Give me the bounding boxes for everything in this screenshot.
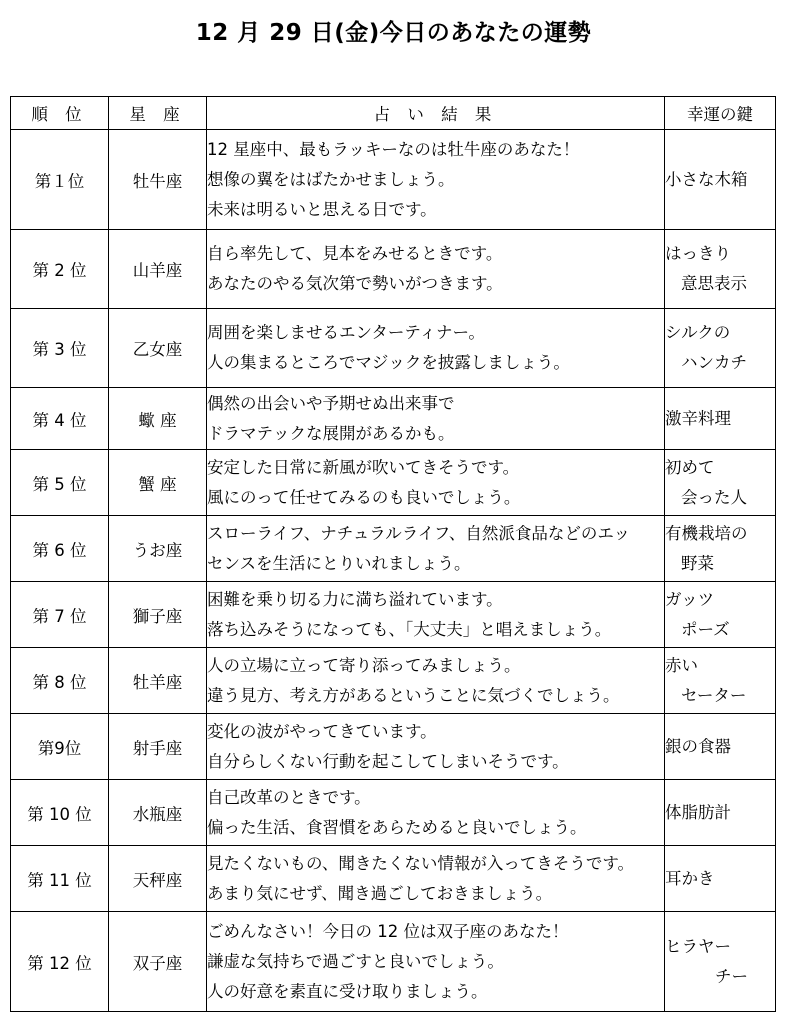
lucky-key-cell: [665, 388, 776, 450]
lucky-key-cell: [665, 130, 776, 230]
lucky-key-line: 赤い: [665, 655, 698, 675]
fortune-body: [11, 130, 776, 1012]
table-row: [11, 912, 776, 1012]
fortune-result-line: 落ち込みそうになっても、「大丈夫」と唱えましょう。: [207, 619, 612, 639]
lucky-key-line: 初めて: [665, 457, 715, 477]
table-row: [11, 648, 776, 714]
zodiac-sign-cell: 牡羊座: [109, 648, 207, 714]
fortune-result-line: 見たくないもの、聞きたくない情報が入ってきそうです。: [207, 853, 635, 873]
lucky-key-line: はっきり: [665, 244, 731, 263]
header-row: [11, 97, 776, 130]
table-row: [11, 388, 776, 450]
fortune-result-line: 困難を乗り切る力に満ち溢れています。: [207, 589, 503, 609]
fortune-result-line: 偏った生活、食習慣をあらためると良いでしょう。: [207, 817, 587, 837]
fortune-result-line: 自分らしくない行動を起こしてしまいそうです。: [207, 751, 569, 771]
lucky-key-line: セーター: [681, 685, 747, 705]
zodiac-sign-cell: 水瓶座: [109, 780, 207, 846]
fortune-result-line: 人の好意を素直に受け取りましょう。: [207, 981, 488, 1001]
fortune-result-line: 安定した日常に新風が吹いてきそうです。: [207, 457, 520, 477]
zodiac-sign-cell: 蟹 座: [109, 450, 207, 516]
table-row: [11, 846, 776, 912]
fortune-result-cell: [207, 388, 665, 450]
fortune-result-cell: [207, 714, 665, 780]
fortune-result-line: スローライフ、ナチュラルライフ、自然派食品などのエッ: [207, 523, 631, 543]
lucky-key-line: ヒラヤー: [665, 936, 731, 956]
zodiac-sign-cell: 獅子座: [109, 582, 207, 648]
fortune-result-line: ドラマテックな展開があるかも。: [207, 423, 455, 443]
lucky-key-cell: [665, 648, 776, 714]
lucky-key-line: 会った人: [681, 487, 747, 507]
zodiac-sign-cell: うお座: [109, 516, 207, 582]
table-row: [11, 130, 776, 230]
fortune-result-line: 偶然の出会いや予期せぬ出来事で: [207, 393, 455, 413]
rank-cell: 第 12 位: [11, 912, 109, 1012]
lucky-key-line: シルクの: [665, 323, 731, 342]
fortune-result-cell: [207, 648, 665, 714]
table-row: [11, 714, 776, 780]
header-key: 幸運の鍵: [665, 97, 776, 130]
rank-cell: 第 6 位: [11, 516, 109, 582]
lucky-key-line: ガッツ: [665, 589, 715, 609]
zodiac-sign-cell: 天秤座: [109, 846, 207, 912]
fortune-result-line: 想像の翼をはばたかせましょう。: [207, 169, 455, 189]
lucky-key-line: 激辛料理: [665, 408, 731, 428]
zodiac-sign-cell: 乙女座: [109, 309, 207, 388]
fortune-result-cell: [207, 582, 665, 648]
rank-cell: 第9位: [11, 714, 109, 780]
table-row: [11, 780, 776, 846]
fortune-result-line: あまり気にせず、聞き過ごしておきましょう。: [207, 883, 553, 903]
lucky-key-line: 体脂肪計: [665, 802, 731, 822]
lucky-key-cell: [665, 582, 776, 648]
fortune-result-line: 未来は明るいと思える日です。: [207, 199, 437, 219]
fortune-result-line: 変化の波がやってきています。: [207, 721, 437, 741]
fortune-result-cell: [207, 130, 665, 230]
fortune-result-line: 人の立場に立って寄り添ってみましょう。: [207, 655, 521, 675]
rank-cell: 第 5 位: [11, 450, 109, 516]
fortune-result-line: センスを生活にとりいれましょう。: [207, 553, 471, 573]
rank-cell: 第 10 位: [11, 780, 109, 846]
fortune-result-line: 12 星座中、最もラッキーなのは牡牛座のあなた！: [207, 139, 580, 159]
fortune-table: [10, 96, 776, 1012]
fortune-result-cell: [207, 846, 665, 912]
lucky-key-cell: [665, 309, 776, 388]
zodiac-sign-cell: 蠍 座: [109, 388, 207, 450]
rank-cell: 第 3 位: [11, 309, 109, 388]
lucky-key-line: 耳かき: [665, 868, 715, 888]
lucky-key-line: 銀の食器: [665, 736, 731, 756]
table-row: [11, 450, 776, 516]
fortune-result-cell: [207, 912, 665, 1012]
rank-cell: 第 7 位: [11, 582, 109, 648]
fortune-result-line: 自ら率先して、見本をみせるときです。: [207, 244, 503, 263]
header-rank: 順 位: [11, 97, 109, 130]
fortune-result-cell: [207, 230, 665, 309]
rank-cell: 第 8 位: [11, 648, 109, 714]
lucky-key-cell: [665, 912, 776, 1012]
fortune-result-line: 周囲を楽しませるエンターティナー。: [207, 323, 485, 342]
table-row: [11, 582, 776, 648]
fortune-result-line: 人の集まるところでマジックを披露しましょう。: [207, 353, 570, 372]
zodiac-sign-cell: 牡牛座: [109, 130, 207, 230]
lucky-key-line: 小さな木箱: [665, 169, 748, 189]
table-row: [11, 309, 776, 388]
fortune-result-line: 自己改革のときです。: [207, 787, 371, 807]
zodiac-sign-cell: 射手座: [109, 714, 207, 780]
lucky-key-line: 意思表示: [681, 274, 747, 293]
fortune-result-cell: [207, 516, 665, 582]
fortune-result-line: 違う見方、考え方があるということに気づくでしょう。: [207, 685, 620, 705]
rank-cell: 第 4 位: [11, 388, 109, 450]
table-row: [11, 230, 776, 309]
lucky-key-cell: [665, 780, 776, 846]
fortune-result-line: ごめんなさい！今日の 12 位は双子座のあなた！: [207, 921, 569, 941]
rank-cell: 第 11 位: [11, 846, 109, 912]
header-sign: 星 座: [109, 97, 207, 130]
fortune-result-line: 風にのって任せてみるのも良いでしょう。: [207, 487, 521, 507]
fortune-result-line: あなたのやる気次第で勢いがつきます。: [207, 274, 503, 293]
lucky-key-line: チー: [715, 966, 748, 986]
lucky-key-cell: [665, 714, 776, 780]
lucky-key-line: 有機栽培の: [665, 523, 748, 543]
lucky-key-cell: [665, 230, 776, 309]
fortune-result-cell: [207, 309, 665, 388]
lucky-key-cell: [665, 846, 776, 912]
zodiac-sign-cell: 双子座: [109, 912, 207, 1012]
lucky-key-cell: [665, 450, 776, 516]
fortune-result-cell: [207, 780, 665, 846]
fortune-result-line: 謙虚な気持ちで過ごすと良いでしょう。: [207, 951, 504, 971]
rank-cell: 第 2 位: [11, 230, 109, 309]
fortune-result-cell: [207, 450, 665, 516]
rank-cell: 第１位: [11, 130, 109, 230]
lucky-key-line: 野菜: [681, 553, 714, 573]
lucky-key-line: ハンカチ: [681, 353, 747, 372]
lucky-key-cell: [665, 516, 776, 582]
zodiac-sign-cell: 山羊座: [109, 230, 207, 309]
header-result: 占 い 結 果: [207, 97, 665, 130]
lucky-key-line: ポーズ: [681, 619, 730, 639]
page-title: 12 月 29 日(金)今日のあなたの運勢: [195, 20, 592, 46]
table-row: [11, 516, 776, 582]
